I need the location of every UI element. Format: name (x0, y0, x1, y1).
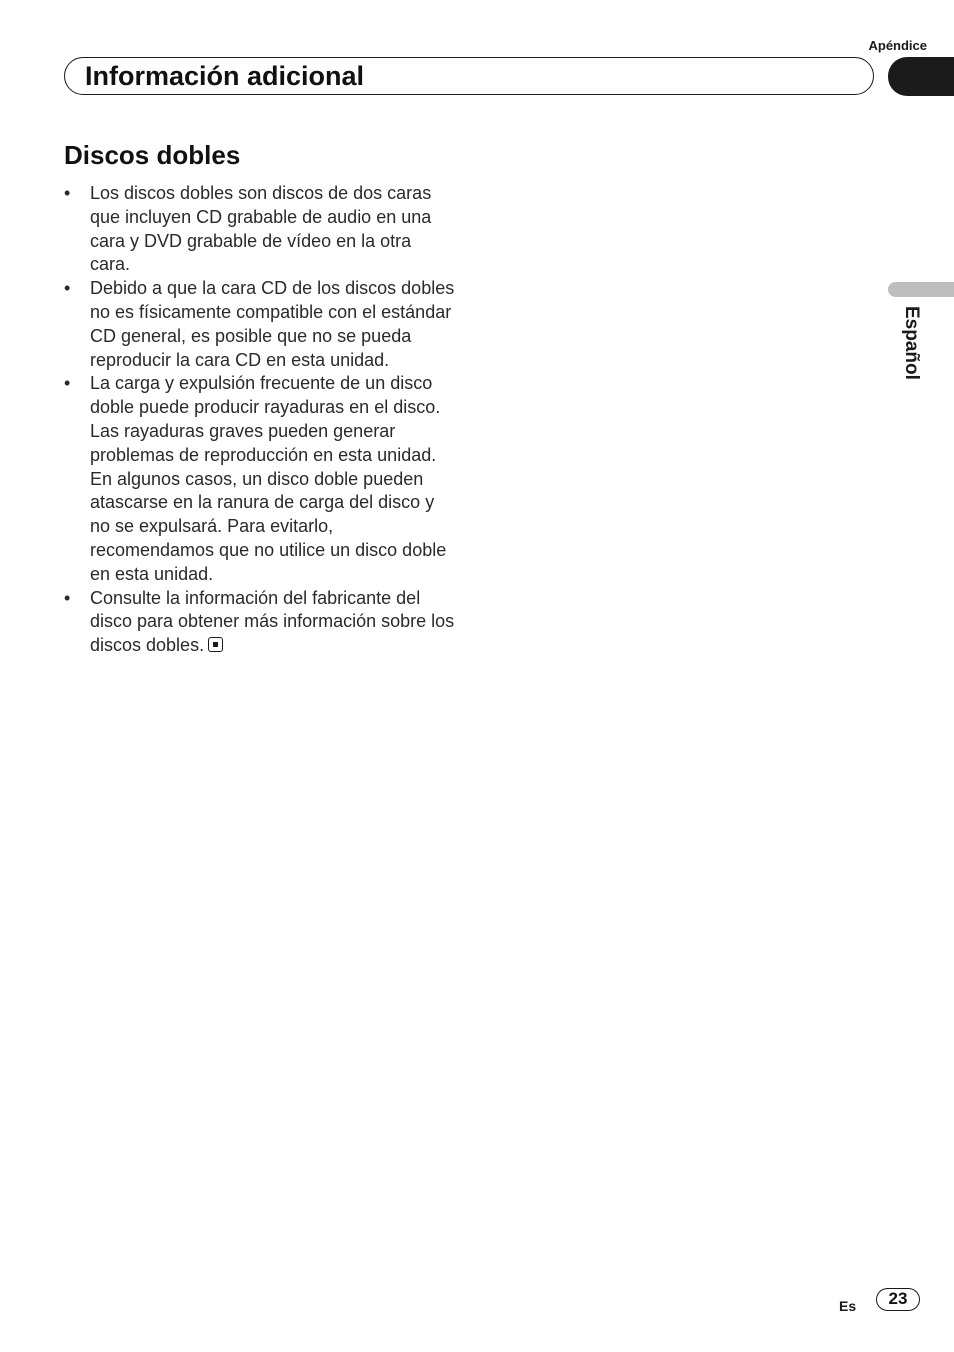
appendix-label: Apéndice (868, 38, 927, 53)
bullet-icon: • (64, 373, 71, 394)
section-tab (888, 57, 954, 96)
bullet-icon: • (64, 587, 71, 608)
page-title: Discos dobles (64, 140, 241, 170)
end-of-section-icon (208, 637, 223, 652)
list-item-text: Debido a que la cara CD de los discos dobles no es físicamente compatible con el estándar CD general, es posible que no se pueda reproducir la cara CD en esta unidad. (90, 278, 455, 370)
list-item-text: Los discos dobles son discos de dos caras que incluyen CD grabable de audio en una cara y DVD grabable de vídeo en la otra cara. (90, 183, 432, 275)
section-title: Información adicional (85, 61, 365, 91)
language-tab (888, 282, 954, 297)
section-header (64, 57, 874, 95)
list-item-text: La carga y expulsión frecuente de un disco doble puede producir rayaduras en el disco. Las rayaduras graves pueden generar problemas de reproducción en esta unidad. En algunos casos, un disco doble pueden atascarse en la ranura de carga del disco y no se expulsará. Para evitarlo, recomendamos que no utilice un disco doble en esta unidad. (90, 373, 447, 584)
bullet-icon: • (64, 183, 71, 203)
bullet-icon: • (64, 278, 71, 299)
footer-language-code: Es (839, 1298, 857, 1314)
language-label: Español (901, 306, 922, 380)
page-number: 23 (876, 1288, 920, 1311)
list-item (64, 277, 456, 372)
list-item-text: Consulte la información del fabricante del disco para obtener más información sobre los discos dobles. (90, 587, 455, 656)
list-item (64, 587, 456, 658)
list-item (64, 182, 456, 277)
list-item (64, 372, 456, 586)
bullet-list (64, 182, 456, 658)
